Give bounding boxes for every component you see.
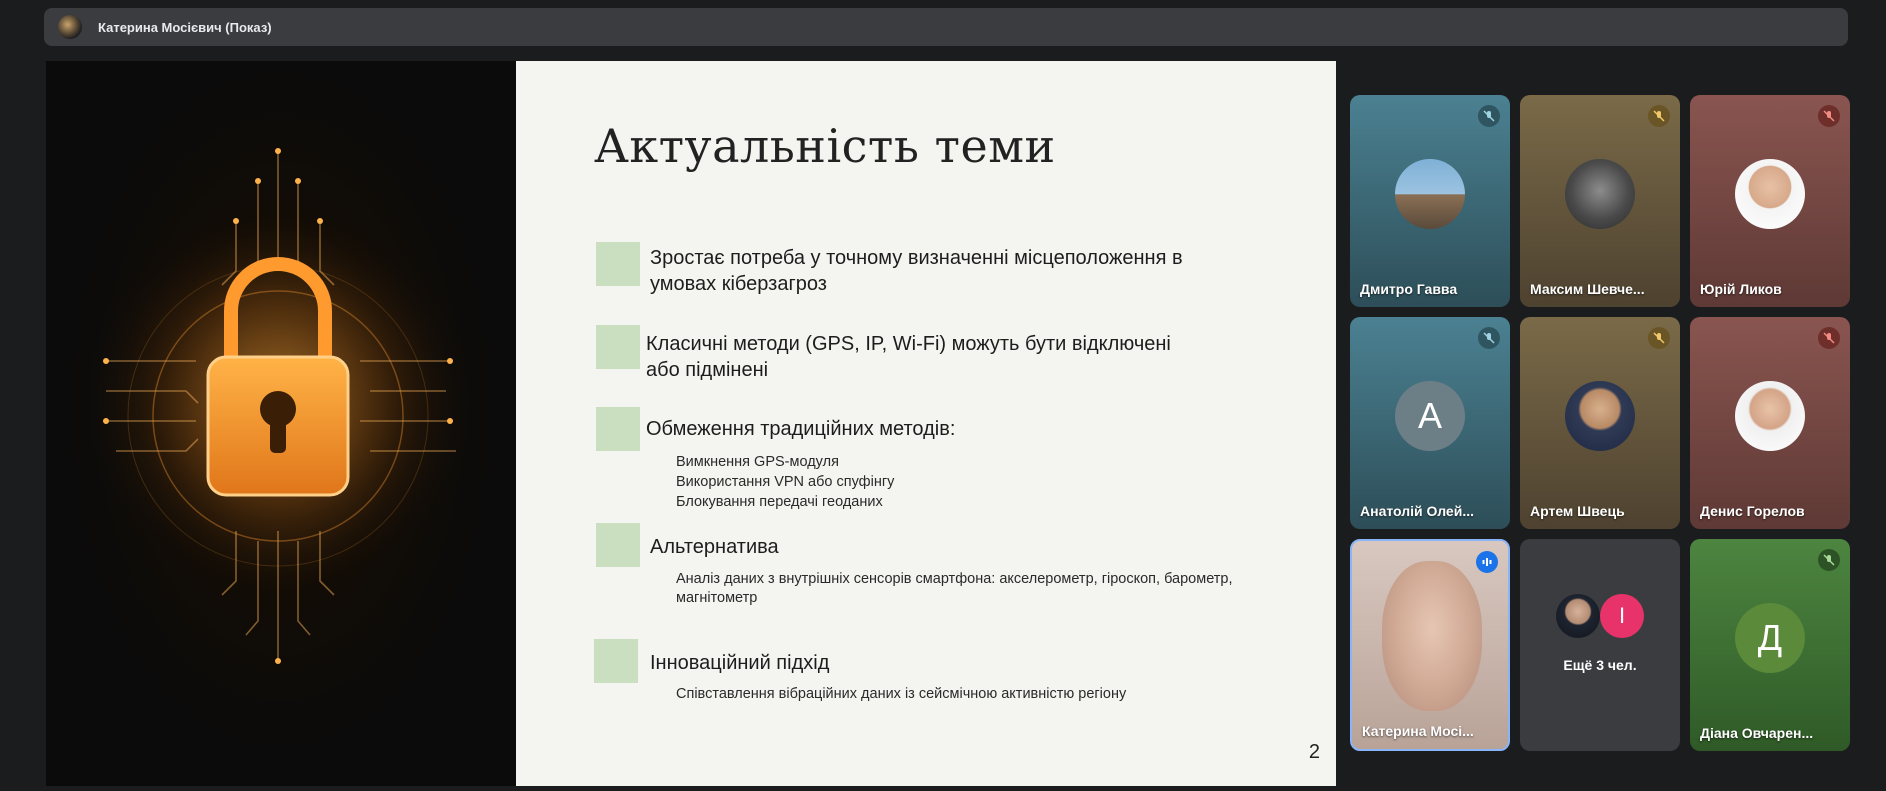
mic-off-icon [1478, 327, 1500, 349]
participant-tile[interactable] [1520, 317, 1680, 529]
slide-title: Актуальність теми [594, 119, 1056, 173]
sub-item: Вимкнення GPS-модуля [676, 454, 839, 470]
participant-tile[interactable] [1690, 95, 1850, 307]
sub-item: Аналіз даних з внутрішніх сенсорів смартфона: акселерометр, гіроскоп, барометр, магнітометр [676, 571, 1233, 606]
bullet-marker [596, 325, 640, 369]
mic-off-icon [1648, 105, 1670, 127]
mic-off-icon [1478, 105, 1500, 127]
mic-off-icon [1818, 549, 1840, 571]
presenter-bar [44, 8, 1848, 46]
lock-illustration [46, 61, 516, 786]
participant-name: Дмитро Гавва [1360, 281, 1458, 297]
avatar [1735, 159, 1805, 229]
bullet-text: Альтернатива [650, 536, 779, 558]
avatar [1395, 159, 1465, 229]
bullet-marker [596, 242, 640, 286]
participant-tile-active-speaker[interactable] [1350, 539, 1510, 751]
sub-item: Блокування передачі геоданих [676, 494, 883, 510]
participant-tile[interactable] [1350, 317, 1510, 529]
participant-name: Максим Шевче... [1530, 281, 1645, 297]
audio-level-icon [1476, 551, 1498, 573]
more-participants-tile[interactable] [1520, 539, 1680, 751]
avatar [1565, 381, 1635, 451]
participant-tile[interactable] [1690, 539, 1850, 751]
participant-name: Артем Швець [1530, 503, 1625, 519]
participant-tile[interactable] [1350, 95, 1510, 307]
avatar: A [1395, 381, 1465, 451]
bullet-marker [594, 639, 638, 683]
participant-name: Катерина Мосі... [1362, 723, 1474, 739]
avatar [1735, 381, 1805, 451]
avatar: І [1600, 594, 1644, 638]
participant-tile[interactable] [1690, 317, 1850, 529]
bullet-marker [596, 523, 640, 567]
sub-item: Співставлення вібраційних даних із сейсмічною активністю регіону [676, 686, 1127, 702]
avatar [1565, 159, 1635, 229]
video-feed [1382, 561, 1482, 711]
lock-icon [46, 61, 516, 786]
presenter-avatar [58, 15, 82, 39]
more-participants-label: Ещё 3 чел. [1563, 657, 1637, 673]
slide-page-number: 2 [1308, 741, 1320, 763]
participant-name: Діана Овчарен... [1700, 725, 1814, 741]
presentation-slide [516, 61, 1336, 786]
bullet-text: Обмеження традиційних методів: [646, 418, 956, 440]
sub-item: Використання VPN або спуфінгу [676, 474, 895, 490]
bullet-text: Інноваційний підхід [650, 652, 830, 674]
participant-name: Юрій Ликов [1700, 281, 1782, 297]
avatar [1556, 594, 1600, 638]
mic-off-icon [1818, 105, 1840, 127]
shared-screen [46, 61, 1336, 786]
presenter-label: Катерина Мосієвич (Показ) [98, 19, 272, 35]
participant-tile[interactable] [1520, 95, 1680, 307]
participant-name: Анатолій Олей... [1360, 503, 1474, 519]
mic-off-icon [1648, 327, 1670, 349]
avatar: Д [1735, 603, 1805, 673]
mic-off-icon [1818, 327, 1840, 349]
bullet-text: Класичні методи (GPS, IP, Wi-Fi) можуть бути відключені або підмінені [646, 333, 1171, 381]
bullet-text: Зростає потреба у точному визначенні місцеположення в умовах кіберзагроз [650, 247, 1183, 295]
participant-name: Денис Горелов [1700, 503, 1805, 519]
bullet-marker [596, 407, 640, 451]
